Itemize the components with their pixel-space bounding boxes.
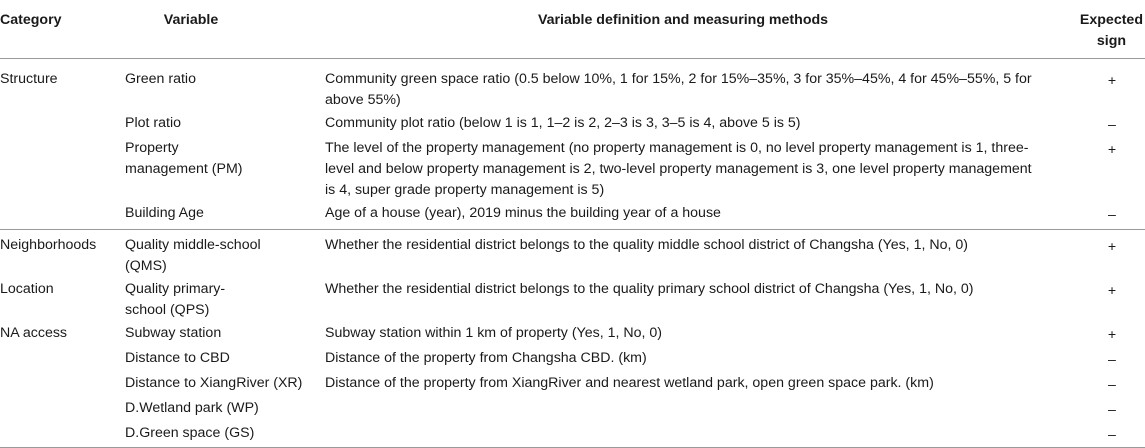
sign-value: – — [1108, 117, 1116, 133]
variable-cell: Distance to CBD — [125, 350, 230, 366]
variable-cell: Green ratio — [125, 71, 196, 87]
category-cell — [0, 202, 121, 230]
table-row — [0, 112, 1145, 137]
sign-cell — [1045, 202, 1145, 230]
table-row — [0, 230, 1145, 279]
variable-cell: Quality primary-school (QPS) — [125, 281, 226, 318]
variable-cell: D.Wetland park (WP) — [125, 400, 259, 416]
header-category: Category — [0, 12, 62, 28]
category-cell — [0, 397, 121, 422]
definition-cell — [321, 422, 1045, 448]
header-definition: Variable definition and measuring methods — [537, 12, 829, 28]
sign-value: – — [1108, 352, 1116, 368]
sign-value: + — [1107, 142, 1117, 158]
variable-cell: Building Age — [121, 202, 321, 230]
variable-cell: Distance to XiangRiver (XR) — [125, 375, 303, 391]
category-cell: NA access — [0, 325, 68, 341]
table-row — [0, 397, 1145, 422]
table-row — [0, 202, 1145, 230]
definition-cell: Distance of the property from Changsha CBD. (km) — [325, 350, 647, 366]
sign-cell — [1045, 422, 1145, 448]
definition-cell: Age of a house (year), 2019 minus the building year of a house — [321, 202, 1045, 230]
definition-cell: Subway station within 1 km of property (Yes, 1, No, 0) — [325, 325, 662, 341]
sign-cell — [1045, 137, 1145, 202]
category-cell — [0, 372, 121, 397]
category-cell — [0, 137, 121, 202]
definition-cell: Community plot ratio (below 1 is 1, 1–2 is 2, 2–3 is 3, 3–5 is 4, above 5 is 5) — [325, 115, 801, 131]
table-row — [0, 347, 1145, 372]
sign-cell — [1045, 347, 1145, 372]
definition-cell — [321, 397, 1045, 422]
header-expected-sign — [1045, 0, 1145, 59]
table-row — [0, 422, 1145, 448]
sign-cell — [1045, 278, 1145, 322]
category-cell — [0, 422, 121, 448]
table-row — [0, 278, 1145, 322]
sign-cell — [1045, 372, 1145, 397]
definition-cell: The level of the property management (no property management is 0, no level property management is 1, three-level and below property management is 2, two-level property management is 3, one level property management is 4, super grade property management is 5) — [325, 140, 1032, 198]
sign-cell — [1045, 322, 1145, 347]
table-row — [0, 322, 1145, 347]
sign-value: – — [1108, 377, 1116, 393]
sign-value: – — [1108, 402, 1116, 418]
header-expected-line2: sign — [1096, 33, 1127, 49]
category-cell — [0, 347, 121, 372]
header-variable: Variable — [163, 12, 219, 28]
sign-value: + — [1107, 239, 1117, 255]
variable-cell: D.Green space (GS) — [121, 422, 321, 448]
category-cell: Neighborhoods — [0, 237, 97, 253]
sign-value: + — [1107, 73, 1117, 89]
sign-value: – — [1108, 207, 1116, 223]
sign-value: + — [1107, 283, 1117, 299]
sign-cell — [1045, 112, 1145, 137]
definition-cell: Whether the residential district belongs to the quality primary school district of Changsha (Yes, 1, No, 0) — [325, 281, 974, 297]
sign-value: + — [1107, 327, 1117, 343]
category-cell — [0, 112, 121, 137]
table-row — [0, 59, 1145, 113]
sign-cell — [1045, 59, 1145, 113]
sign-cell — [1045, 230, 1145, 279]
definition-cell: Whether the residential district belongs to the quality middle school district of Changsha (Yes, 1, No, 0) — [325, 237, 968, 253]
sign-value: – — [1108, 427, 1116, 443]
variable-cell: Quality middle-school (QMS) — [125, 237, 261, 274]
definition-cell: Community green space ratio (0.5 below 10%, 1 for 15%, 2 for 15%–35%, 3 for 35%–45%, 4 for 45%–55%, 5 for above 55%) — [325, 71, 1032, 108]
category-cell: Structure — [0, 71, 58, 87]
header-expected-line1: Expected — [1079, 12, 1143, 28]
sign-cell — [1045, 397, 1145, 422]
definition-cell: Distance of the property from XiangRiver and nearest wetland park, open green space park. (km) — [325, 375, 934, 391]
table-row — [0, 372, 1145, 397]
header-row — [0, 0, 1145, 59]
variable-cell: Subway station — [125, 325, 222, 341]
category-cell: Location — [0, 281, 54, 297]
variable-cell: Property management (PM) — [125, 140, 243, 177]
table-row — [0, 137, 1145, 202]
variable-cell: Plot ratio — [125, 115, 181, 131]
